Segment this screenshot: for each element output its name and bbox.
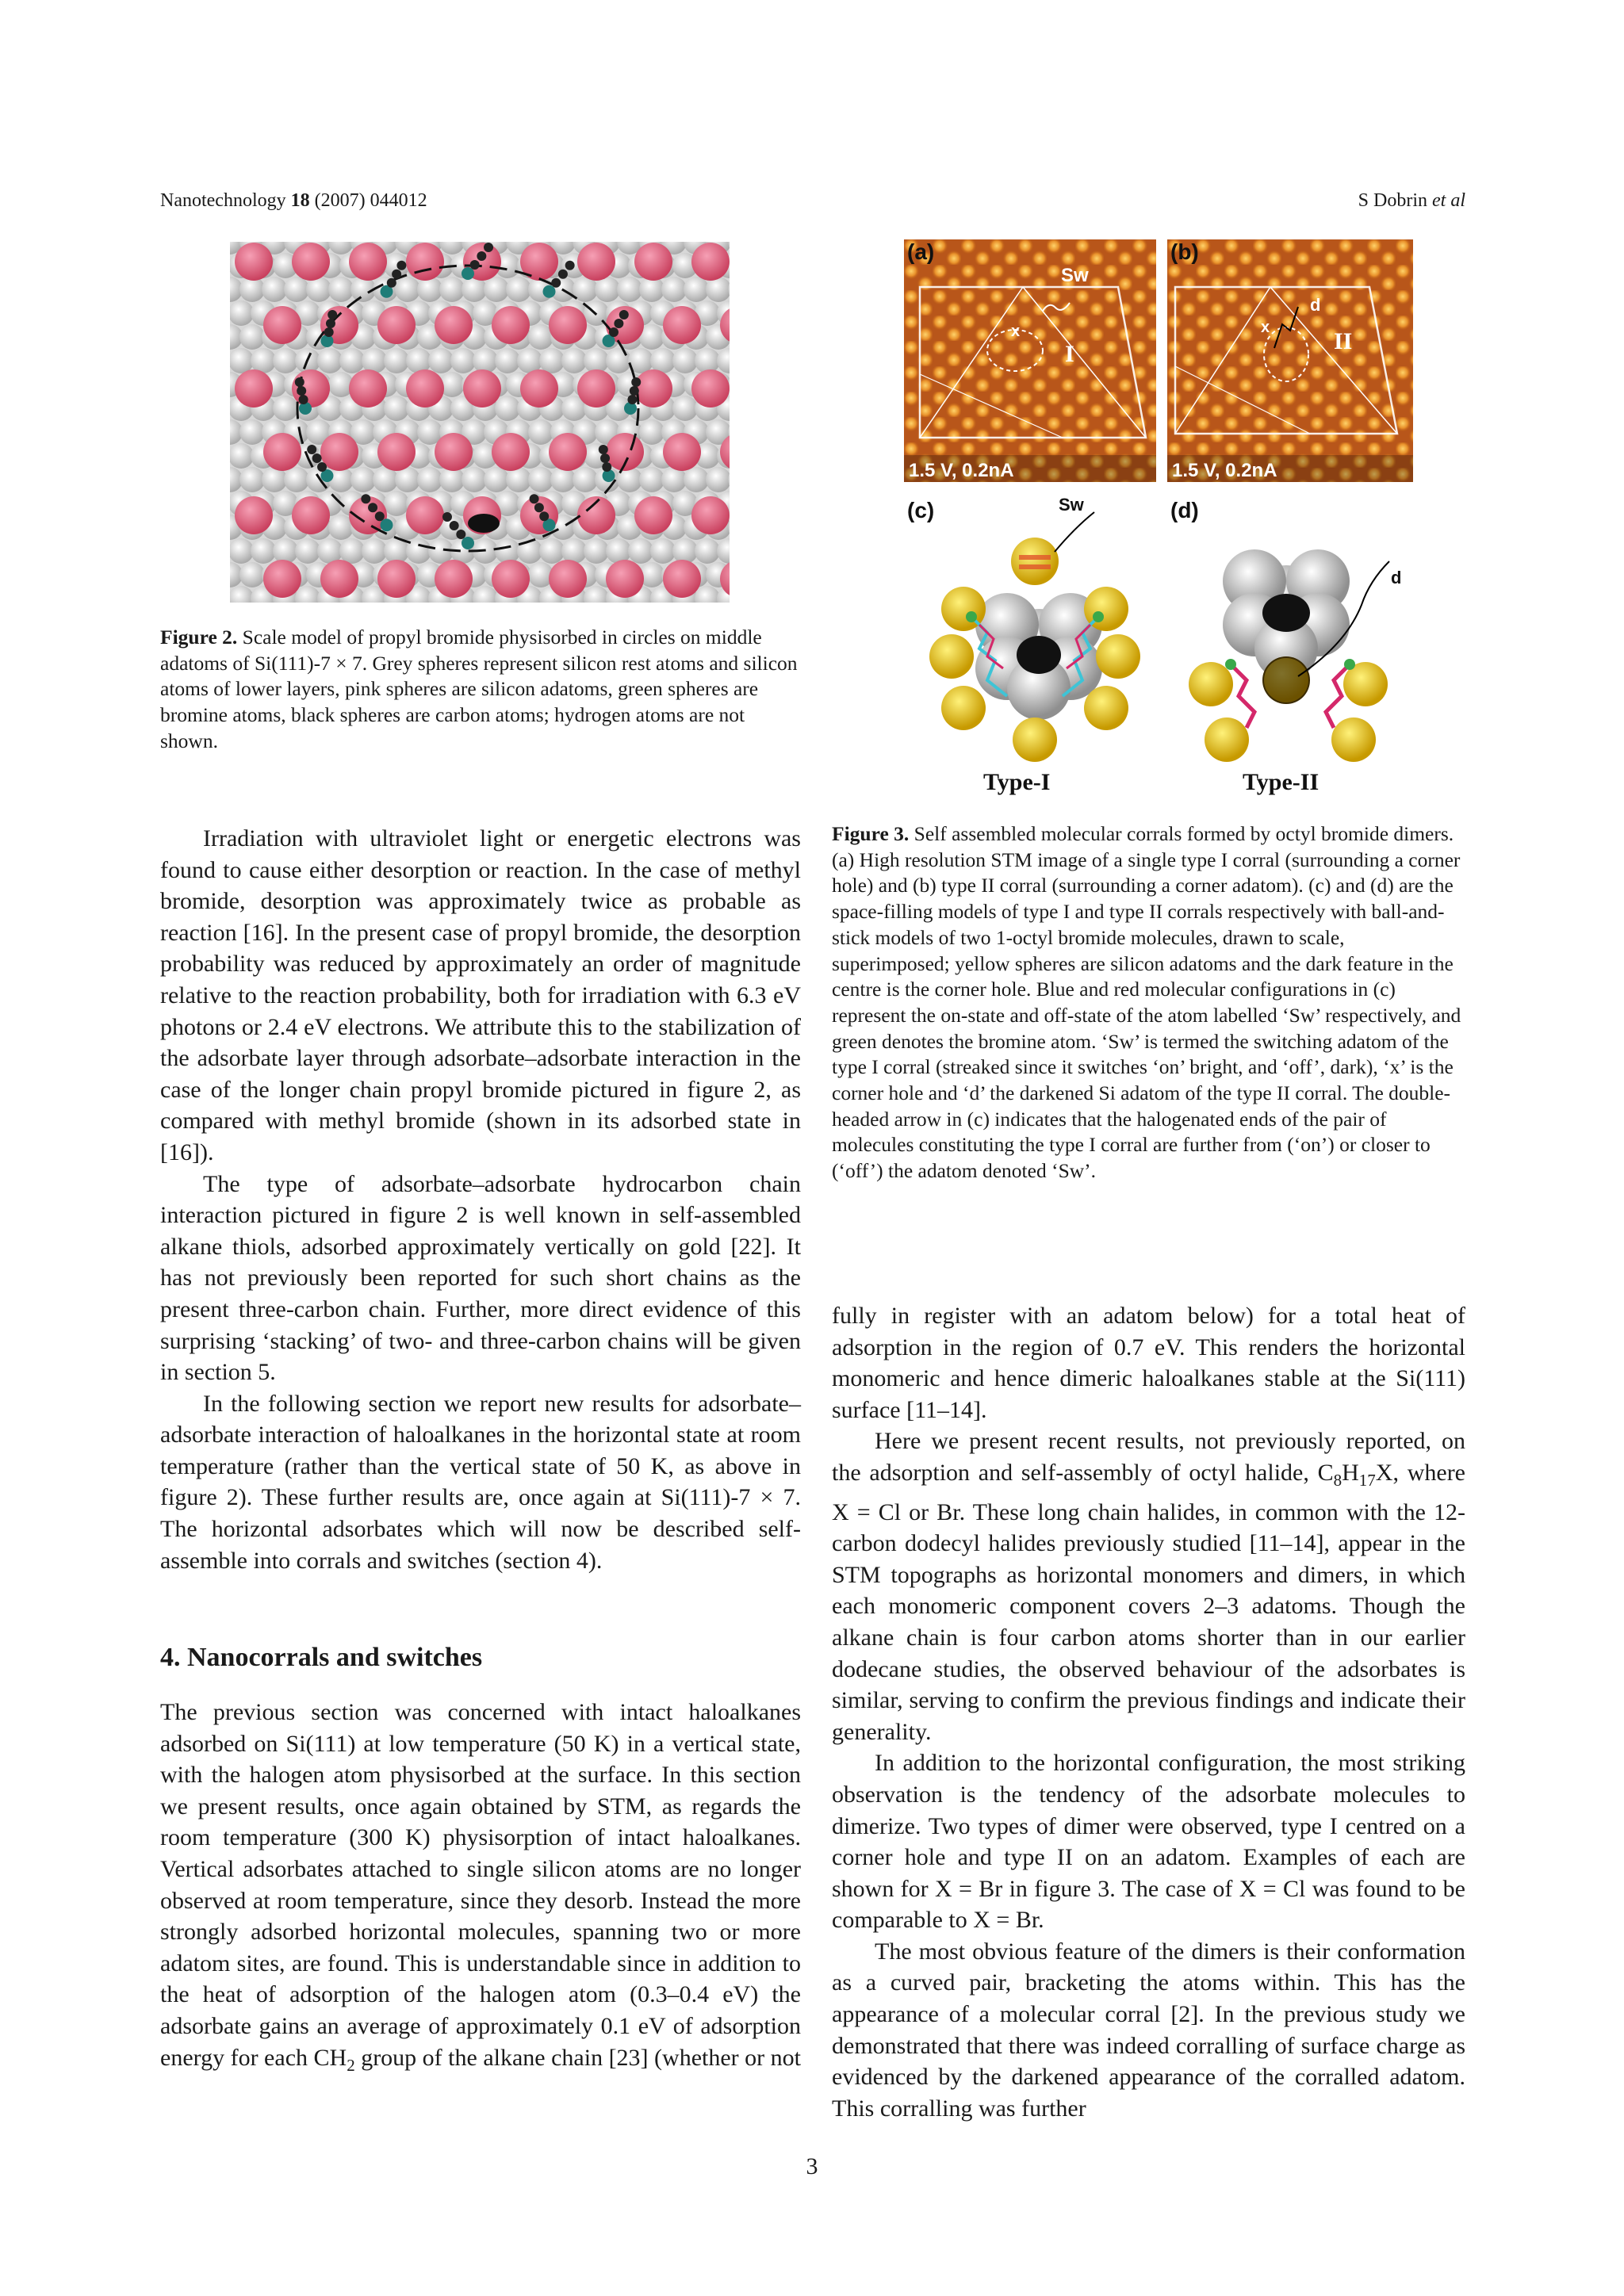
paragraph: fully in register with an adatom below) for a total heat of adsorption in the region of 0.7 eV. This renders the horizontal monomeric and hence dimeric haloalkanes stable at the Si(111) surface [11–14]. (832, 1303, 1465, 1423)
right-column-body (832, 1300, 1465, 2124)
figure-3-caption: Figure 3. Self assembled molecular corrals formed by octyl bromide dimers. (a) High resolution STM image of a single type I corral (surrounding a corner hole) and (b) type II corral (surrounding a corner adatom). (c) and (d) are the space-filling models of type I and type II corrals respectively with ball-and-stick models of two 1-octyl bromide molecules, drawn to scale, superimposed; yellow spheres are silicon adatoms and the dark feature in the centre is the corner hole. Blue and red molecular configurations in (c) represent the on-state and off-state of the atom labelled ‘Sw’ respectively, and green denotes the bromine atom. ‘Sw’ is termed the switching adatom of the type I corral (streaked since it switches ‘on’ bright, and ‘off’, dark), ‘x’ is the corner hole and ‘d’ the darkened Si adatom of the type II corral. The double-headed arrow in (c) indicates that the halogenated ends of the pair of molecules constituting the type I corral are further from (‘on’) or closer to (‘off’) the adatom denoted ‘Sw’. (832, 822, 1461, 1183)
page-number: 3 (806, 2153, 818, 2179)
d-label-b: d (1310, 295, 1321, 315)
running-header (160, 190, 1465, 222)
paragraph: Irradiation with ultraviolet light or energetic electrons was found to cause either desorption or reaction. In the case of methyl bromide, desorption was approximately twice as probable as reaction [16]. In the present case of propyl bromide, the desorption probability was reduced by approximately an order of magnitude relative to the reaction probability, both for irradiation with 6.3 eV photons or 2.4 eV electrons. We attribute this to the stabilization of the adsorbate layer through adsorbate–adsorbate interaction in the case of the longer chain propyl bromide pictured in figure 2, as compared with methyl bromide (shown in its adsorbed state in [16]). (160, 825, 801, 1165)
paragraph: The type of adsorbate–adsorbate hydrocarbon chain interaction pictured in figure 2 is well known in self-assembled alkane thiols, adsorbed approximately vertically on gold [22]. It has not previously been reported for such short chains as the present three-carbon chain. Further, more direct evidence of this surprising ‘stacking’ of two- and three-carbon chains will be given in section 5. (160, 1170, 801, 1386)
figure-3-panel-a (904, 239, 1156, 482)
panel-a-label: (a) (907, 239, 935, 264)
sw-label-a: Sw (1061, 265, 1089, 286)
d-label-d: d (1391, 568, 1402, 587)
left-column-section (160, 1697, 801, 2081)
figure-2-caption: Figure 2. Scale model of propyl bromide physisorbed in circles on middle adatoms of Si(111)-7 × 7. Grey spheres represent silicon rest atoms and silicon atoms of lower layers, pink spheres are silicon adatoms, green spheres are bromine atoms, black spheres are carbon atoms; hydrogen atoms are not shown. (160, 626, 798, 752)
panel-d-label: (d) (1170, 498, 1199, 522)
paragraph: Here we present recent results, not previously reported, on the adsorption and self-assembly of octyl halide, $C_8H_{17}X$, where X = Cl or Br. These long chain halides, in common with the 12-carbon dodecyl halides previously studied [11–14], appear in the STM topographs as horizontal monomers and dimers, in which each monomeric component covers 2–3 adatoms. Though the alkane chain is four carbon atoms shorter than in our earlier dodecane studies, the observed behaviour of the adsorbates is similar, serving to confirm the previous findings and indicate their generality. (832, 1428, 1465, 1745)
figure-3-panel-c (904, 495, 1156, 767)
x-label-a: x (1011, 323, 1021, 340)
figure-3-panel-b (1167, 239, 1413, 482)
figure-2-image (230, 242, 730, 603)
scan-params-a: 1.5 V, 0.2nA (909, 460, 1014, 481)
figure-3-panel-d (1167, 498, 1413, 767)
left-column-top (160, 823, 801, 1576)
type-ii-label: Type-II (1243, 769, 1320, 795)
paragraph: The previous section was concerned with intact haloalkanes adsorbed on Si(111) at low temperature (50 K) in a vertical state, with the halogen atom physisorbed at the surface. In this section we present results, once again obtained by STM, as regards the room temperature (300 K) physisorption of intact haloalkanes. Vertical adsorbates attached to single silicon atoms are no longer observed at room temperature, since they desorb. Instead the more strongly adsorbed horizontal molecules, spanning two or more adatom sites, are found. This is understandable since in addition to the heat of adsorption of the halogen atom (0.3–0.4 eV) the adsorbate gains an average of approximately 0.1 eV of adsorption energy for each $CH_2$ group of the alkane chain [23] (whether or not (160, 1699, 801, 2075)
paragraph: In the following section we report new results for adsorbate–adsorbate interaction of haloalkanes in the horizontal state at room temperature (rather than the vertical state of 50 K, as above in figure 2). These further results are, once again at Si(111)-7 × 7. The horizontal adsorbates which will now be described self-assemble into corrals and switches (section 4). (160, 1390, 801, 1574)
panel-b-label: (b) (1170, 239, 1199, 264)
type-ii-mark: II (1334, 328, 1353, 354)
section-heading: 4. Nanocorrals and switches (160, 1643, 483, 1672)
panel-c-label: (c) (907, 498, 935, 522)
sw-label-c: Sw (1059, 495, 1084, 515)
author-line: S Dobrin et al (1358, 190, 1465, 211)
paragraph: In addition to the horizontal configuration, the most striking observation is the tendency of the adsorbate molecules to dimerize. Two types of dimer were observed, type I centred on a corner hole and type II on an adatom. Examples of each are shown for X = Br in figure 3. The case of X = Cl was found to be comparable to X = Br. (832, 1750, 1465, 1934)
journal-citation: Nanotechnology 18 (2007) 044012 (160, 190, 427, 211)
type-i-mark: I (1065, 341, 1074, 367)
scan-params-b: 1.5 V, 0.2nA (1172, 460, 1277, 481)
paragraph: The most obvious feature of the dimers is their conformation as a curved pair, bracketing the atoms within. This has the appearance of a molecular corral [2]. In the previous study we demonstrated that there was indeed corralling of surface charge as evidenced by the darkened appearance of the corralled adatom. This corralling was further (832, 1938, 1465, 2122)
x-label-b: x (1261, 319, 1270, 336)
type-i-label: Type-I (983, 769, 1051, 795)
